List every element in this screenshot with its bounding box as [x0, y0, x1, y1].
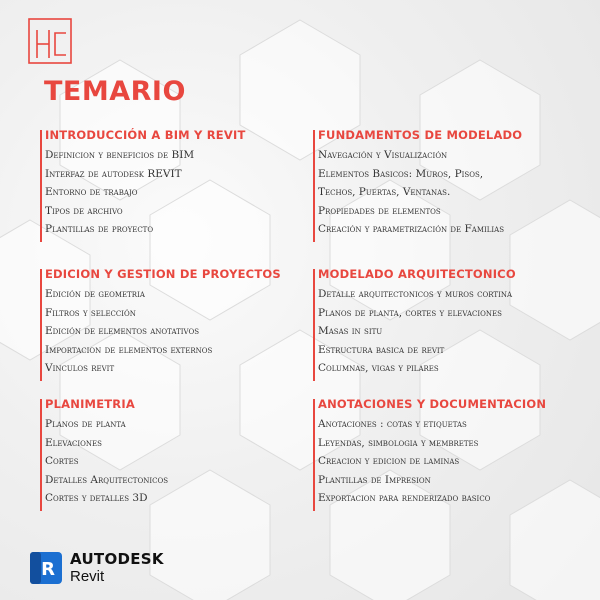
topic-item: Cortes — [45, 455, 79, 467]
section-anotaciones — [313, 397, 563, 508]
topic-item: Exportacion para renderizado basico — [318, 492, 491, 504]
section-title: FUNDAMENTOS DE MODELADO — [318, 128, 523, 142]
revit-logo-icon — [30, 552, 62, 584]
topic-item: Entorno de trabajo — [45, 186, 138, 198]
section-title: ANOTACIONES Y DOCUMENTACION — [318, 397, 547, 411]
topic-item: Planos de planta, cortes y elevaciones — [318, 306, 502, 319]
section-introduccion — [40, 128, 290, 239]
section-accent-bar — [40, 269, 42, 381]
topic-item: Detalle arquitectonicos y muros cortina — [318, 288, 513, 300]
topic-item: Detalles Arquitectonicos — [45, 473, 168, 486]
section-fundamentos — [313, 128, 563, 239]
topic-item: Anotaciones : cotas y etiquetas — [318, 418, 467, 430]
topic-item: Elementos Basicos: Muros, Pisos, — [318, 167, 484, 180]
topic-item: Plantillas de proyecto — [45, 223, 154, 235]
section-title: EDICION Y GESTION DE PROYECTOS — [45, 267, 281, 281]
section-accent-bar — [40, 399, 42, 511]
revit-icon-letter: R — [41, 559, 55, 580]
autodesk-revit-brand — [30, 552, 164, 584]
topic-item: Interfaz de autodesk REVIT — [45, 167, 182, 180]
hc-logo — [28, 18, 72, 64]
section-title: PLANIMETRIA — [45, 397, 135, 411]
topic-item: Techos, Puertas, Ventanas. — [318, 186, 451, 198]
topic-item: Creacion y edicion de laminas — [318, 455, 460, 467]
topic-item: Masas in situ — [318, 325, 383, 337]
section-planimetria — [40, 397, 290, 508]
section-edicion — [40, 267, 290, 378]
topic-item: Elevaciones — [45, 436, 102, 449]
topic-item: Propiedades de elementos — [318, 204, 441, 217]
topic-item: Columnas, vigas y pilares — [318, 362, 439, 374]
page-title: TEMARIO — [44, 76, 186, 107]
section-title: MODELADO ARQUITECTONICO — [318, 267, 516, 281]
topic-item: Tipos de archivo — [45, 204, 123, 217]
topic-item: Filtros y selección — [45, 306, 136, 319]
section-modelado — [313, 267, 563, 378]
topic-item: Edición de elementos anotativos — [45, 325, 200, 337]
topic-item: Creación y parametrización de Familias — [318, 223, 505, 235]
section-title: INTRODUCCIÓN A BIM Y REVIT — [45, 128, 246, 142]
topic-item: Leyendas, simbologia y membretes — [318, 436, 479, 449]
section-accent-bar — [40, 130, 42, 242]
topic-item: Importacion de elementos externos — [45, 343, 213, 356]
topic-item: Planos de planta — [45, 418, 126, 430]
topic-item: Navegación y Visualización — [318, 149, 448, 161]
brand-name: AUTODESK — [70, 550, 164, 568]
topic-item: Plantillas de Impresion — [318, 473, 431, 486]
topic-item: Edición de geometria — [45, 288, 145, 300]
section-accent-bar — [313, 399, 315, 511]
section-accent-bar — [313, 130, 315, 242]
topic-item: Cortes y detalles 3D — [45, 492, 148, 504]
section-accent-bar — [313, 269, 315, 381]
topic-item: Vinculos revit — [45, 362, 115, 374]
topic-item: Definicion y beneficios de BIM — [45, 149, 195, 161]
brand-product: Revit — [70, 568, 105, 585]
topic-item: Estructura basica de revit — [318, 343, 445, 356]
